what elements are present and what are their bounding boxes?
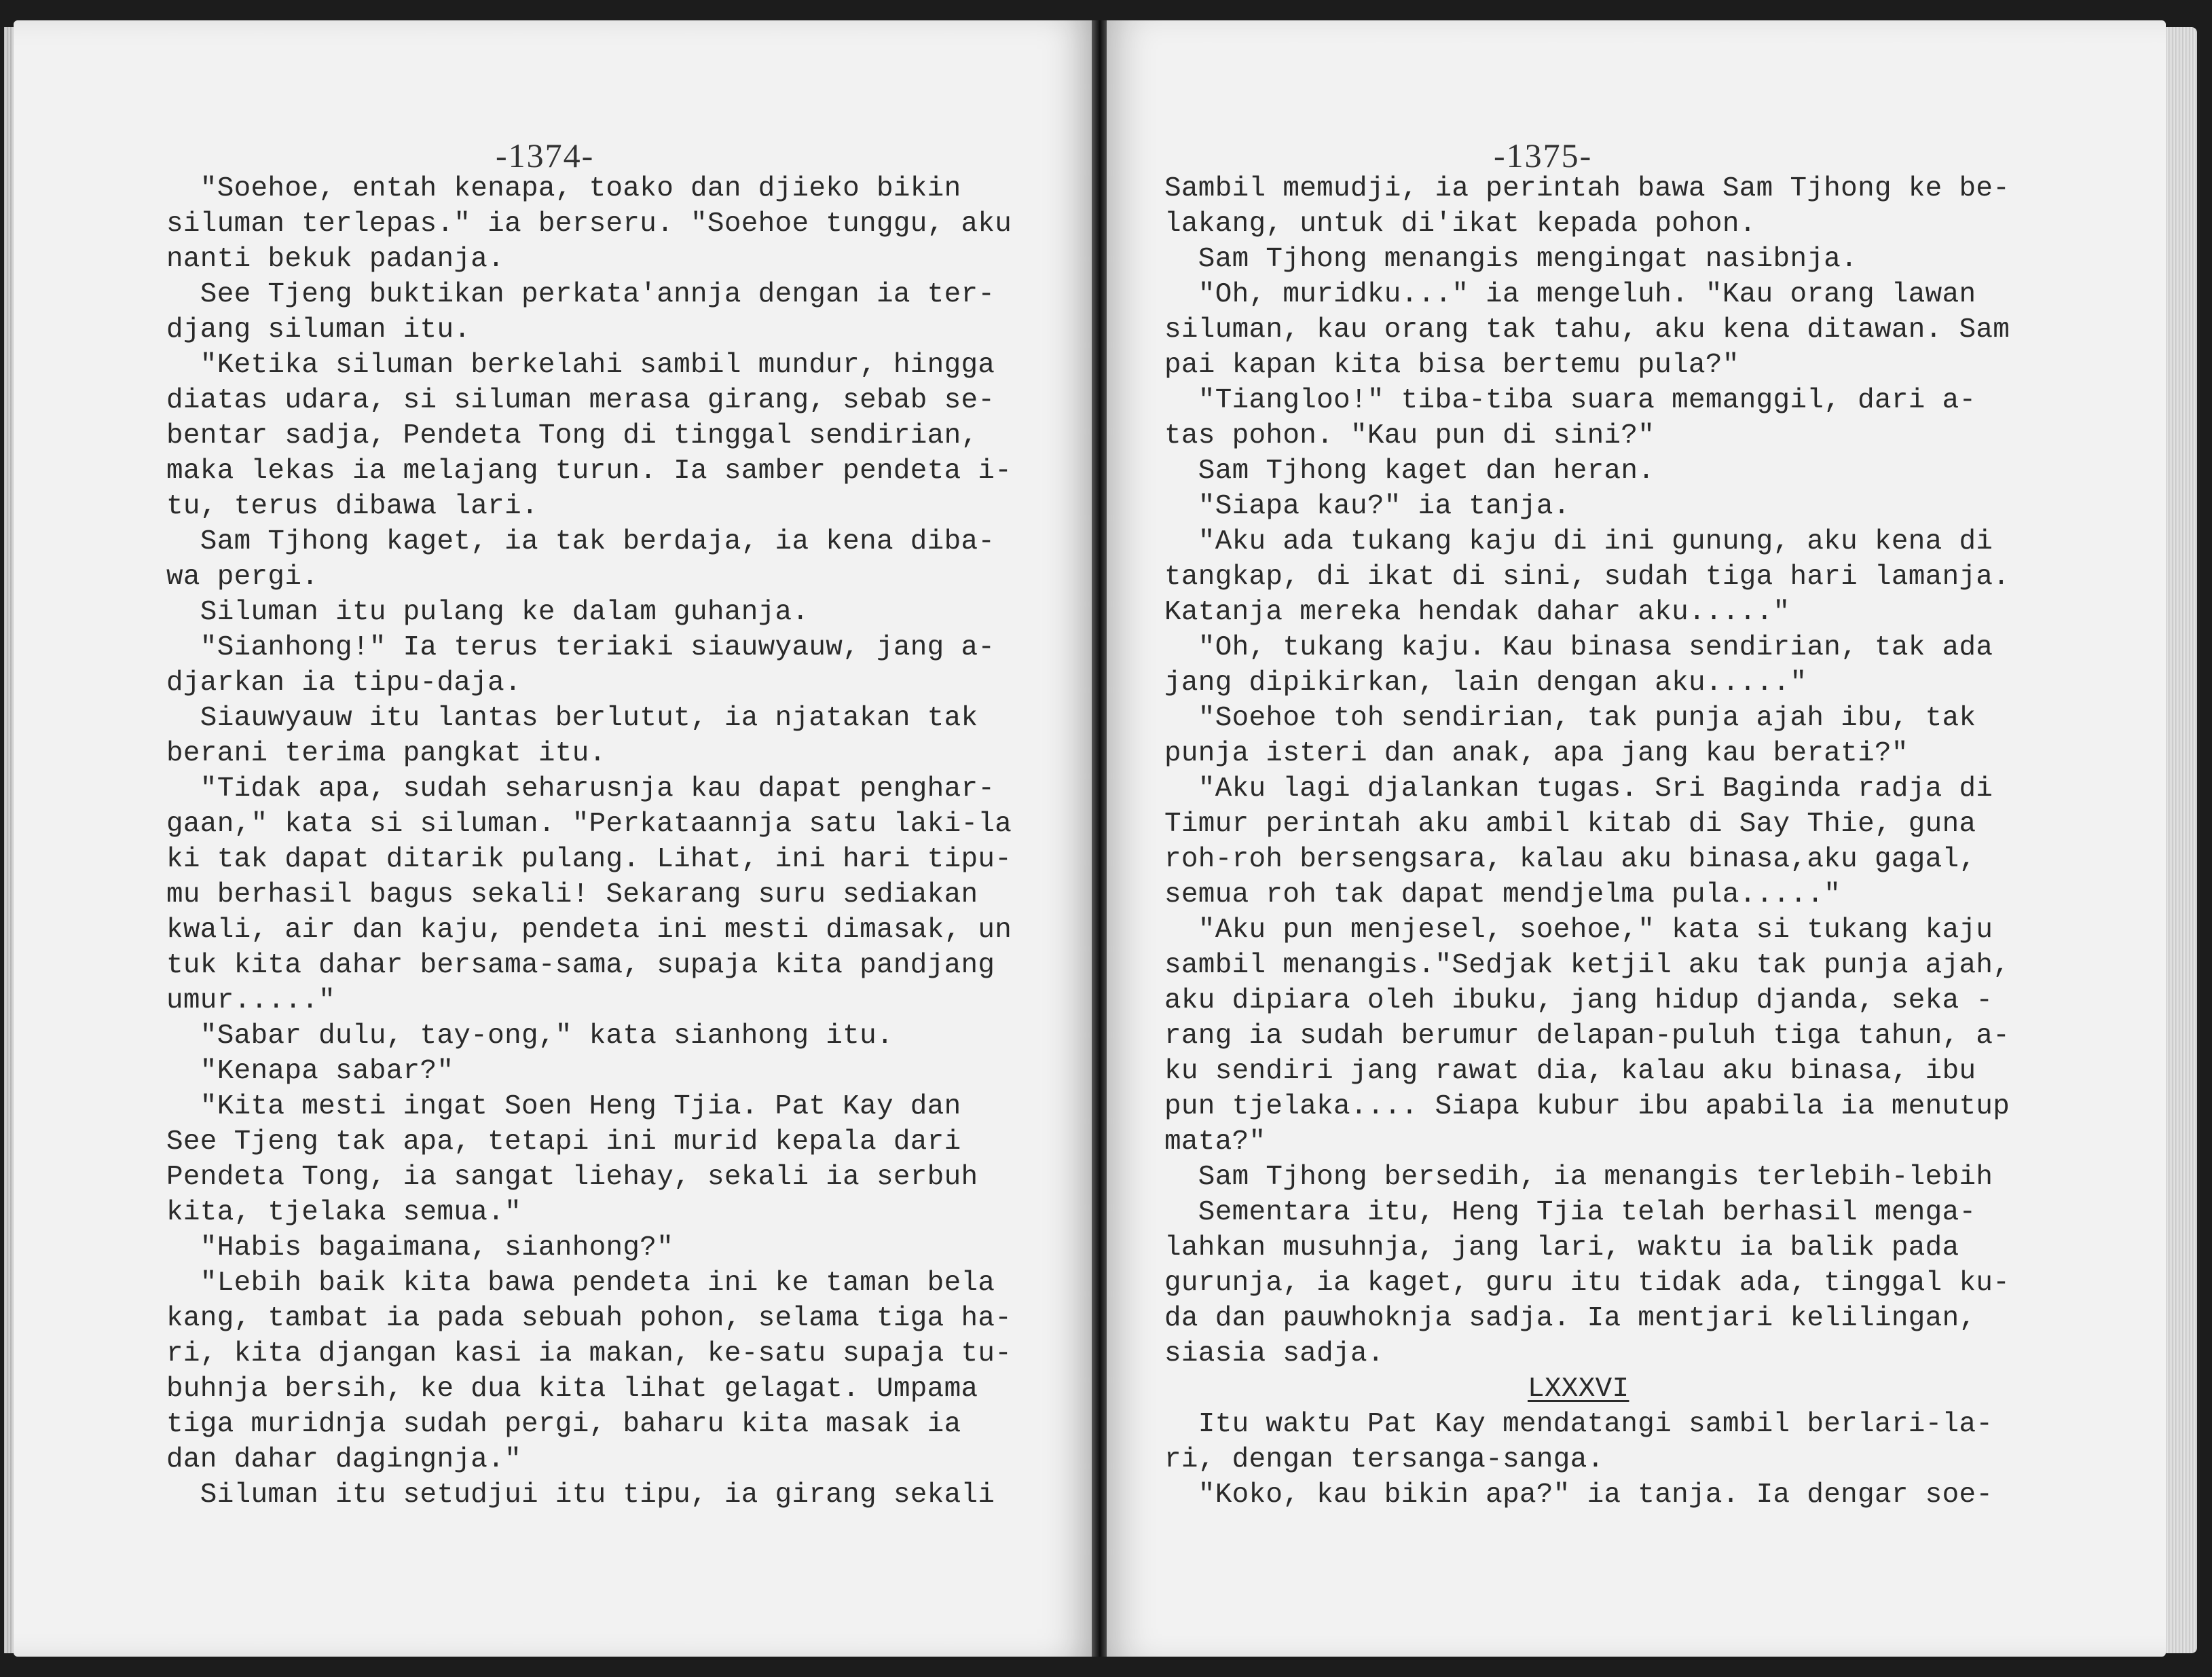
text-line: punja isteri dan anak, apa jang kau berati?" <box>1164 738 1909 769</box>
text-line: semua roh tak dapat mendjelma pula....." <box>1164 879 1841 910</box>
text-line: mu berhasil bagus sekali! Sekarang suru sediakan <box>166 879 978 910</box>
text-line: dan dahar dagingnja." <box>166 1444 521 1475</box>
text-line: Sementara itu, Heng Tjia telah berhasil menga- <box>1164 1197 1976 1228</box>
text-line: Itu waktu Pat Kay mendatangi sambil berlari-la- <box>1164 1409 1993 1440</box>
text-line: Katanja mereka hendak dahar aku....." <box>1164 597 1790 628</box>
left-page-text <box>166 171 1012 1513</box>
text-line: ri, kita djangan kasi ia makan, ke-satu supaja tu- <box>166 1338 1012 1369</box>
text-line: pun tjelaka.... Siapa kubur ibu apabila ia menutup <box>1164 1091 2010 1122</box>
text-line: roh-roh bersengsara, kalau aku binasa,aku gagal, <box>1164 844 1976 875</box>
text-line: pai kapan kita bisa bertemu pula?" <box>1164 350 1739 381</box>
text-line: siluman terlepas." ia berseru. "Soehoe tunggu, aku <box>166 208 1012 240</box>
text-line: nanti bekuk padanja. <box>166 244 505 275</box>
text-line: "Aku ada tukang kaju di ini gunung, aku kena di <box>1164 526 1993 557</box>
text-line: wa pergi. <box>166 561 319 593</box>
text-line: Sam Tjhong menangis mengingat nasibnja. <box>1164 244 1858 275</box>
text-line: berani terima pangkat itu. <box>166 738 606 769</box>
page-number-left: -1374- <box>496 136 595 174</box>
text-line: "Oh, tukang kaju. Kau binasa sendirian, tak ada <box>1164 632 1993 663</box>
page-number-right: -1375- <box>1494 136 1593 174</box>
text-line: tu, terus dibawa lari. <box>166 491 538 522</box>
right-page-text <box>1164 171 2010 1513</box>
text-line: "Oh, muridku..." ia mengeluh. "Kau orang lawan <box>1164 279 1976 310</box>
text-line: Sambil memudji, ia perintah bawa Sam Tjhong ke be- <box>1164 173 2010 204</box>
text-line: "Kita mesti ingat Soen Heng Tjia. Pat Kay dan <box>166 1091 961 1122</box>
text-line: Timur perintah aku ambil kitab di Say Thie, guna <box>1164 809 1976 840</box>
text-line: jang dipikirkan, lain dengan aku....." <box>1164 667 1807 699</box>
text-line: mata?" <box>1164 1126 1266 1158</box>
text-line: Sam Tjhong kaget, ia tak berdaja, ia kena diba- <box>166 526 995 557</box>
text-line: maka lekas ia melajang turun. Ia samber pendeta i- <box>166 456 1012 487</box>
text-line: See Tjeng buktikan perkata'annja dengan ia ter- <box>166 279 995 310</box>
text-line: tiga muridnja sudah pergi, baharu kita masak ia <box>166 1409 961 1440</box>
text-line: See Tjeng tak apa, tetapi ini murid kepala dari <box>166 1126 961 1158</box>
text-line: tas pohon. "Kau pun di sini?" <box>1164 420 1655 452</box>
text-line: "Siapa kau?" ia tanja. <box>1164 491 1570 522</box>
text-line: "Sabar dulu, tay-ong," kata sianhong itu. <box>166 1020 893 1052</box>
text-line: "Lebih baik kita bawa pendeta ini ke taman bela <box>166 1268 995 1299</box>
text-line: "Soehoe, entah kenapa, toako dan djieko bikin <box>166 173 961 204</box>
text-line: kwali, air dan kaju, pendeta ini mesti dimasak, un <box>166 915 1012 946</box>
text-line: Pendeta Tong, ia sangat liehay, sekali ia serbuh <box>166 1162 978 1193</box>
text-line: Sam Tjhong bersedih, ia menangis terlebih-lebih <box>1164 1162 1993 1193</box>
book-gutter <box>1092 20 1108 1657</box>
text-line: Siluman itu setudjui itu tipu, ia girang sekali <box>166 1479 995 1511</box>
text-line: rang ia sudah berumur delapan-puluh tiga tahun, a- <box>1164 1020 2010 1052</box>
text-line: "Sianhong!" Ia terus teriaki siauwyauw, jang a- <box>166 632 995 663</box>
text-line: "Soehoe toh sendirian, tak punja ajah ibu, tak <box>1164 703 1976 734</box>
text-line: "Tiangloo!" tiba-tiba suara memanggil, dari a- <box>1164 385 1976 416</box>
text-line: ri, dengan tersanga-sanga. <box>1164 1444 1604 1475</box>
text-line: "Aku pun menjesel, soehoe," kata si tukang kaju <box>1164 915 1993 946</box>
text-line: umur....." <box>166 985 336 1016</box>
chapter-heading: LXXXVI <box>1528 1374 1629 1405</box>
text-line: "Ketika siluman berkelahi sambil mundur, hingga <box>166 350 995 381</box>
text-line: Siauwyauw itu lantas berlutut, ia njatakan tak <box>166 703 978 734</box>
text-line: Sam Tjhong kaget dan heran. <box>1164 456 1655 487</box>
text-line: lakang, untuk di'ikat kepada pohon. <box>1164 208 1756 240</box>
text-line: kita, tjelaka semua." <box>166 1197 521 1228</box>
text-line: sambil menangis."Sedjak ketjil aku tak punja ajah, <box>1164 950 2010 981</box>
text-line: "Tidak apa, sudah seharusnja kau dapat penghar- <box>166 773 995 805</box>
text-line: diatas udara, si siluman merasa girang, sebab se- <box>166 385 995 416</box>
text-line: siluman, kau orang tak tahu, aku kena ditawan. Sam <box>1164 314 2010 346</box>
text-line: ki tak dapat ditarik pulang. Lihat, ini hari tipu- <box>166 844 1012 875</box>
text-line: ku sendiri jang rawat dia, kalau aku binasa, ibu <box>1164 1056 1976 1087</box>
chapter-heading-line <box>1164 1371 2010 1407</box>
text-line: lahkan musuhnja, jang lari, waktu ia balik pada <box>1164 1232 1959 1264</box>
right-page <box>1107 20 2166 1657</box>
text-line: da dan pauwhoknja sadja. Ia mentjari kelilingan, <box>1164 1303 1976 1334</box>
text-line: buhnja bersih, ke dua kita lihat gelagat. Umpama <box>166 1374 978 1405</box>
text-line: "Koko, kau bikin apa?" ia tanja. Ia dengar soe- <box>1164 1479 1993 1511</box>
text-line: siasia sadja. <box>1164 1338 1384 1369</box>
text-line: "Habis bagaimana, sianhong?" <box>166 1232 674 1264</box>
left-page <box>14 20 1093 1657</box>
text-line: bentar sadja, Pendeta Tong di tinggal sendirian, <box>166 420 978 452</box>
text-line: tangkap, di ikat di sini, sudah tiga hari lamanja. <box>1164 561 2010 593</box>
text-line: gurunja, ia kaget, guru itu tidak ada, tinggal ku- <box>1164 1268 2010 1299</box>
text-line: djang siluman itu. <box>166 314 471 346</box>
book-edge-right <box>2166 27 2197 1653</box>
text-line: Siluman itu pulang ke dalam guhanja. <box>166 597 809 628</box>
text-line: kang, tambat ia pada sebuah pohon, selama tiga ha- <box>166 1303 1012 1334</box>
text-line: "Aku lagi djalankan tugas. Sri Baginda radja di <box>1164 773 1993 805</box>
text-line: aku dipiara oleh ibuku, jang hidup djanda, seka - <box>1164 985 1993 1016</box>
text-line: tuk kita dahar bersama-sama, supaja kita pandjang <box>166 950 995 981</box>
text-line: djarkan ia tipu-daja. <box>166 667 521 699</box>
text-line: gaan," kata si siluman. "Perkataannja satu laki-la <box>166 809 1012 840</box>
text-line: "Kenapa sabar?" <box>166 1056 454 1087</box>
